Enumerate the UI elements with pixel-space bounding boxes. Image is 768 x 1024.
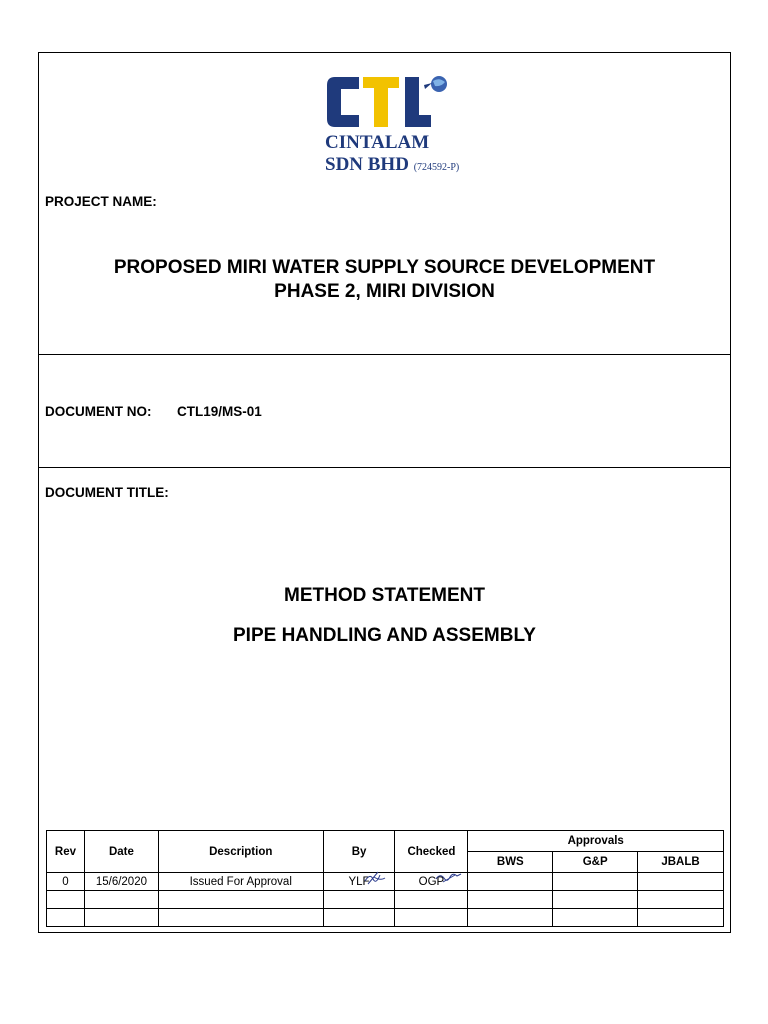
cell-description (158, 909, 323, 927)
cell-jbalb (638, 909, 724, 927)
ctl-logo-icon (325, 71, 465, 131)
cell-rev (47, 891, 85, 909)
header-gp: G&P (553, 852, 638, 873)
header-date: Date (84, 831, 158, 873)
project-name (39, 256, 730, 304)
cell-by (323, 891, 395, 909)
document-title-line2: PIPE HANDLING AND ASSEMBLY (233, 625, 536, 646)
document-number-label: DOCUMENT NO: (45, 404, 152, 419)
by-initials: YLF (348, 875, 370, 888)
company-name (325, 132, 459, 179)
cell-date: 15/6/2020 (84, 873, 158, 891)
company-registration: (724592-P) (413, 162, 460, 173)
checked-signature (419, 876, 445, 888)
cell-gp (553, 891, 638, 909)
by-signature (348, 876, 369, 888)
header-bws: BWS (468, 852, 553, 873)
header-rev: Rev (47, 831, 85, 873)
document-title-line1: METHOD STATEMENT (284, 585, 485, 606)
table-row (47, 909, 724, 927)
cell-jbalb (638, 873, 724, 891)
cell-date (84, 909, 158, 927)
table-row (47, 873, 724, 891)
document-number-section (39, 355, 730, 468)
cell-description: Issued For Approval (158, 873, 323, 891)
header-jbalb: JBALB (638, 852, 724, 873)
cell-rev (47, 909, 85, 927)
cell-bws (468, 891, 553, 909)
cell-bws (468, 909, 553, 927)
cell-checked (395, 909, 468, 927)
document-title-label: DOCUMENT TITLE: (45, 485, 169, 500)
cell-gp (553, 909, 638, 927)
cell-by (323, 873, 395, 891)
cell-checked (395, 873, 468, 891)
company-name-line1: CINTALAM (325, 132, 430, 153)
cell-description (158, 891, 323, 909)
header-checked: Checked (395, 831, 468, 873)
header-by: By (323, 831, 395, 873)
document-title-section (39, 468, 730, 933)
document-frame (38, 52, 731, 933)
signature-scribble-icon (435, 871, 463, 885)
document-number-value: CTL19/MS-01 (177, 404, 262, 419)
project-section (39, 53, 730, 355)
cell-jbalb (638, 891, 724, 909)
company-name-line2: SDN BHD (325, 154, 409, 175)
checked-initials: OGP (418, 875, 445, 888)
signature-scribble-icon (364, 871, 386, 885)
cell-rev: 0 (47, 873, 85, 891)
cell-checked (395, 891, 468, 909)
project-name-label: PROJECT NAME: (45, 194, 157, 209)
table-row (47, 891, 724, 909)
project-name-line1: PROPOSED MIRI WATER SUPPLY SOURCE DEVELOPMENT (113, 257, 656, 278)
cell-bws (468, 873, 553, 891)
header-description: Description (158, 831, 323, 873)
header-approvals: Approvals (468, 831, 724, 852)
cell-by (323, 909, 395, 927)
revision-table (46, 830, 724, 927)
cell-gp (553, 873, 638, 891)
project-name-line2: PHASE 2, MIRI DIVISION (274, 281, 495, 302)
cell-date (84, 891, 158, 909)
